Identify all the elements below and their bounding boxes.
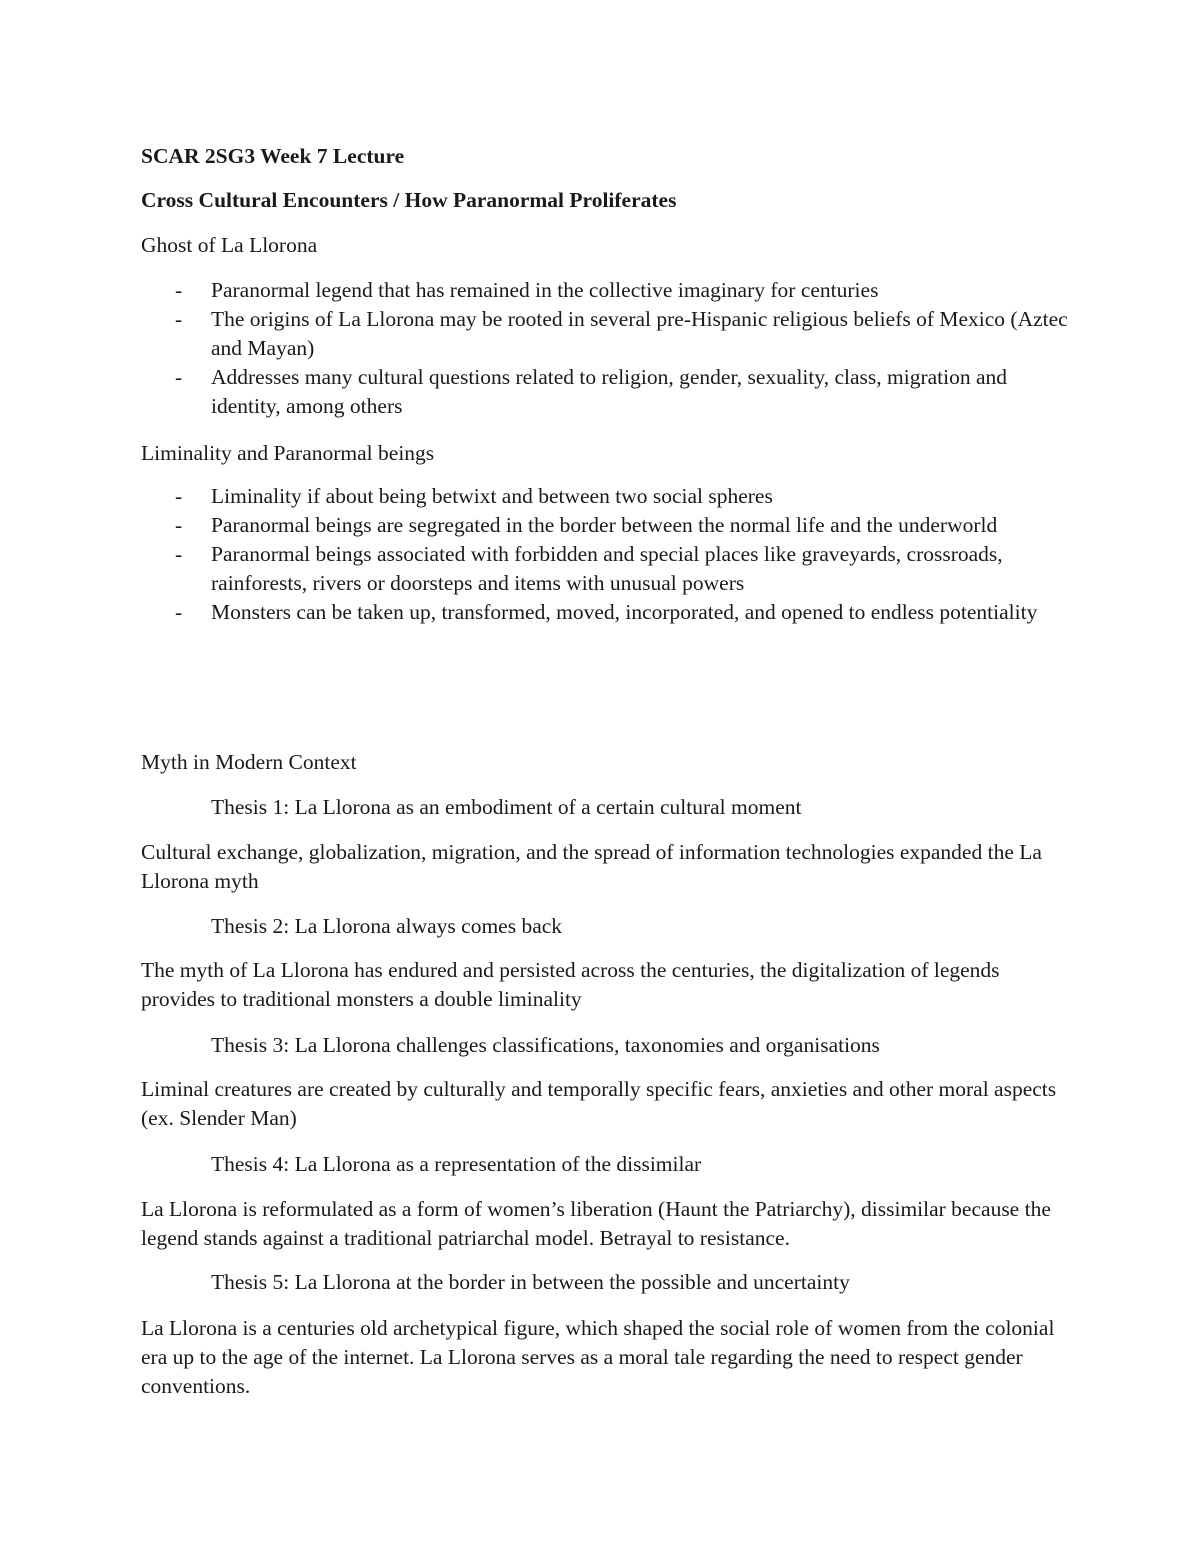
list-item [141,276,1071,305]
list-item [141,305,1071,363]
list-item-text: Paranormal legend that has remained in the collective imaginary for centuries [211,278,879,302]
list-item-text: Addresses many cultural questions related to religion, gender, sexuality, class, migration and identity, among others [211,365,1008,418]
list-item [141,540,1071,598]
thesis-5-text: La Llorona is a centuries old archetypical figure, which shaped the social role of women from the colonial era up to the age of the internet. La Llorona serves as a moral tale regarding the need to respect gender conventions. [141,1316,1055,1398]
thesis-1-text: Cultural exchange, globalization, migration, and the spread of information technologies expanded the La Llorona myth [141,840,1042,893]
bullet-dash: - [175,513,183,537]
thesis-1: Thesis 1: La Llorona as an embodiment of a certain cultural moment [211,795,802,819]
section-heading-myth: Myth in Modern Context [141,750,357,774]
list-item [141,598,1071,627]
list-item [141,482,1071,511]
list-item-text: Monsters can be taken up, transformed, moved, incorporated, and opened to endless potentiality [211,600,1038,624]
bullet-dash: - [175,600,183,624]
thesis-3: Thesis 3: La Llorona challenges classifications, taxonomies and organisations [211,1033,880,1057]
thesis-4: Thesis 4: La Llorona as a representation of the dissimilar [211,1152,702,1176]
document-subtitle: Cross Cultural Encounters / How Paranormal Proliferates [141,188,677,212]
bullet-dash: - [175,542,183,566]
thesis-2: Thesis 2: La Llorona always comes back [211,914,563,938]
thesis-3-text: Liminal creatures are created by culturally and temporally specific fears, anxieties and other moral aspects (ex. Slender Man) [141,1077,1057,1130]
list-item [141,511,1071,540]
list-item-text: The origins of La Llorona may be rooted in several pre-Hispanic religious beliefs of Mexico (Aztec and Mayan) [211,307,1068,360]
document-title: SCAR 2SG3 Week 7 Lecture [141,144,405,168]
thesis-4-text: La Llorona is reformulated as a form of women’s liberation (Haunt the Patriarchy), dissimilar because the legend stands against a traditional patriarchal model. Betrayal to resistance. [141,1197,1051,1250]
thesis-2-text: The myth of La Llorona has endured and persisted across the centuries, the digitalization of legends provides to traditional monsters a double liminality [141,958,1000,1011]
list-item [141,363,1071,421]
bullet-list-ghost [141,276,1071,421]
bullet-dash: - [175,307,183,331]
bullet-list-liminality [141,482,1071,627]
section-heading-ghost: Ghost of La Llorona [141,233,318,257]
bullet-dash: - [175,365,183,389]
list-item-text: Paranormal beings are segregated in the border between the normal life and the underworld [211,513,998,537]
thesis-5: Thesis 5: La Llorona at the border in between the possible and uncertainty [211,1270,850,1294]
list-item-text: Paranormal beings associated with forbidden and special places like graveyards, crossroads, rainforests, rivers or doorsteps and items with unusual powers [211,542,1003,595]
list-item-text: Liminality if about being betwixt and between two social spheres [211,484,773,508]
bullet-dash: - [175,484,183,508]
bullet-dash: - [175,278,183,302]
section-heading-liminality: Liminality and Paranormal beings [141,441,435,465]
